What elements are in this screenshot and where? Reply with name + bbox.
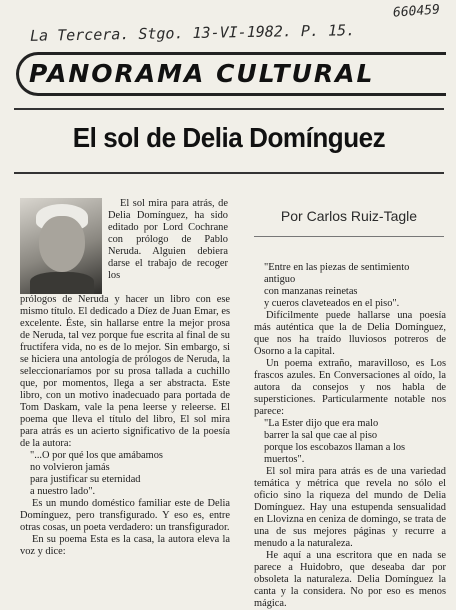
section-banner (16, 52, 446, 96)
paragraph: El sol mira para atrás es de una variedad temática y métrica que revela no sólo el oficio sino la riqueza del mundo de Delia Domínguez. Hay una estupenda sensualidad en Llovizna en ceniza de domingo, se trata de una de sus mejores páginas y recurre a menudo a la naturaleza. (254, 466, 446, 549)
verse-line: no volvieron jamás (30, 462, 110, 473)
paragraph: Difícilmente puede hallarse una poesía más auténtica que la de Delia Domínguez, que nos ha traído lluviosos potreros de Osorno a la capital. (254, 310, 446, 357)
verse-line: muertos". (264, 454, 305, 465)
verse-line: "La Ester dijo que era malo (264, 418, 379, 429)
paragraph: En su poema Esta es la casa, la autora eleva la voz y dice: (20, 534, 230, 557)
byline-divider (254, 236, 444, 237)
archive-number: 660459 (392, 2, 441, 21)
article-headline: El sol de Delia Domínguez (72, 122, 386, 153)
verse-line: porque los escobazos llaman a los (264, 442, 406, 453)
verse-line: barrer la sal que cae al piso (264, 430, 378, 441)
byline: Por Carlos Ruiz-Tagle (280, 208, 418, 224)
left-column (20, 294, 230, 558)
intro-paragraph-bottom: prólogos de Neruda y hacer un libro con ese mismo título. El dedicado a Díez de Juan Emar, es excelente. Éste, sin hallarse entre la mejor prosa de Neruda, tal vez porque fue escrita al final de su fructífera vida, no es de lo mejor. Sin embargo, si se hiciera una antología de prólogos de Neruda, la seleccionaríamos por su prosa tallada a cuchillo que, por momentos, llega a ser abstracta. Este libro, con un motivo inadecuado para portada de Tom Daskam, vale la pena leerse y releerse. El poema que lleva el título del libro, El sol mira para atrás es un acierto significativo de la poesía de la autora: (20, 294, 230, 449)
verse-line: "...O por qué los que amábamos (30, 450, 163, 461)
headline-frame (14, 108, 444, 174)
handwritten-source-note: La Tercera. Stgo. 13-VI-1982. P. 15. (29, 21, 356, 45)
intro-paragraph-top: El sol mira para atrás, de Delia Domínguez, ha sido editado por Lord Cochrane con prólogo de Pablo Neruda. Alguien debiera darse el trabajo de recoger los (108, 198, 228, 281)
verse-line: a nuestro lado". (30, 486, 96, 497)
verse-line: "Entre en las piezas de sentimiento (264, 262, 410, 273)
verse-line: con manzanas reinetas (264, 286, 358, 297)
paragraph: Es un mundo doméstico familiar este de Delia Domínguez, pero transfigurado. Y eso es, entre otras cosas, un poeta verdadero: un transfigurador. (20, 498, 230, 533)
author-photo (20, 198, 102, 294)
right-column (254, 262, 446, 610)
verse-line: y cueros claveteados en el piso". (264, 298, 400, 309)
verse-line: antiguo (264, 274, 296, 285)
paragraph: He aquí a una escritora que en nada se parece a Huidobro, que deseaba dar por obsoleta la naturaleza. Delia Domínguez la canta y la considera. No por eso es menos mágica. (254, 550, 446, 609)
verse-line: para justificar su eternidad (30, 474, 141, 485)
paragraph: Un poema extraño, maravilloso, es Los frascos azules. En Conversaciones al oído, la autora da consejos y nos habla de supersticiones. Particularmente notable nos parece: (254, 358, 446, 417)
section-title: PANORAMA CULTURAL (29, 59, 375, 88)
